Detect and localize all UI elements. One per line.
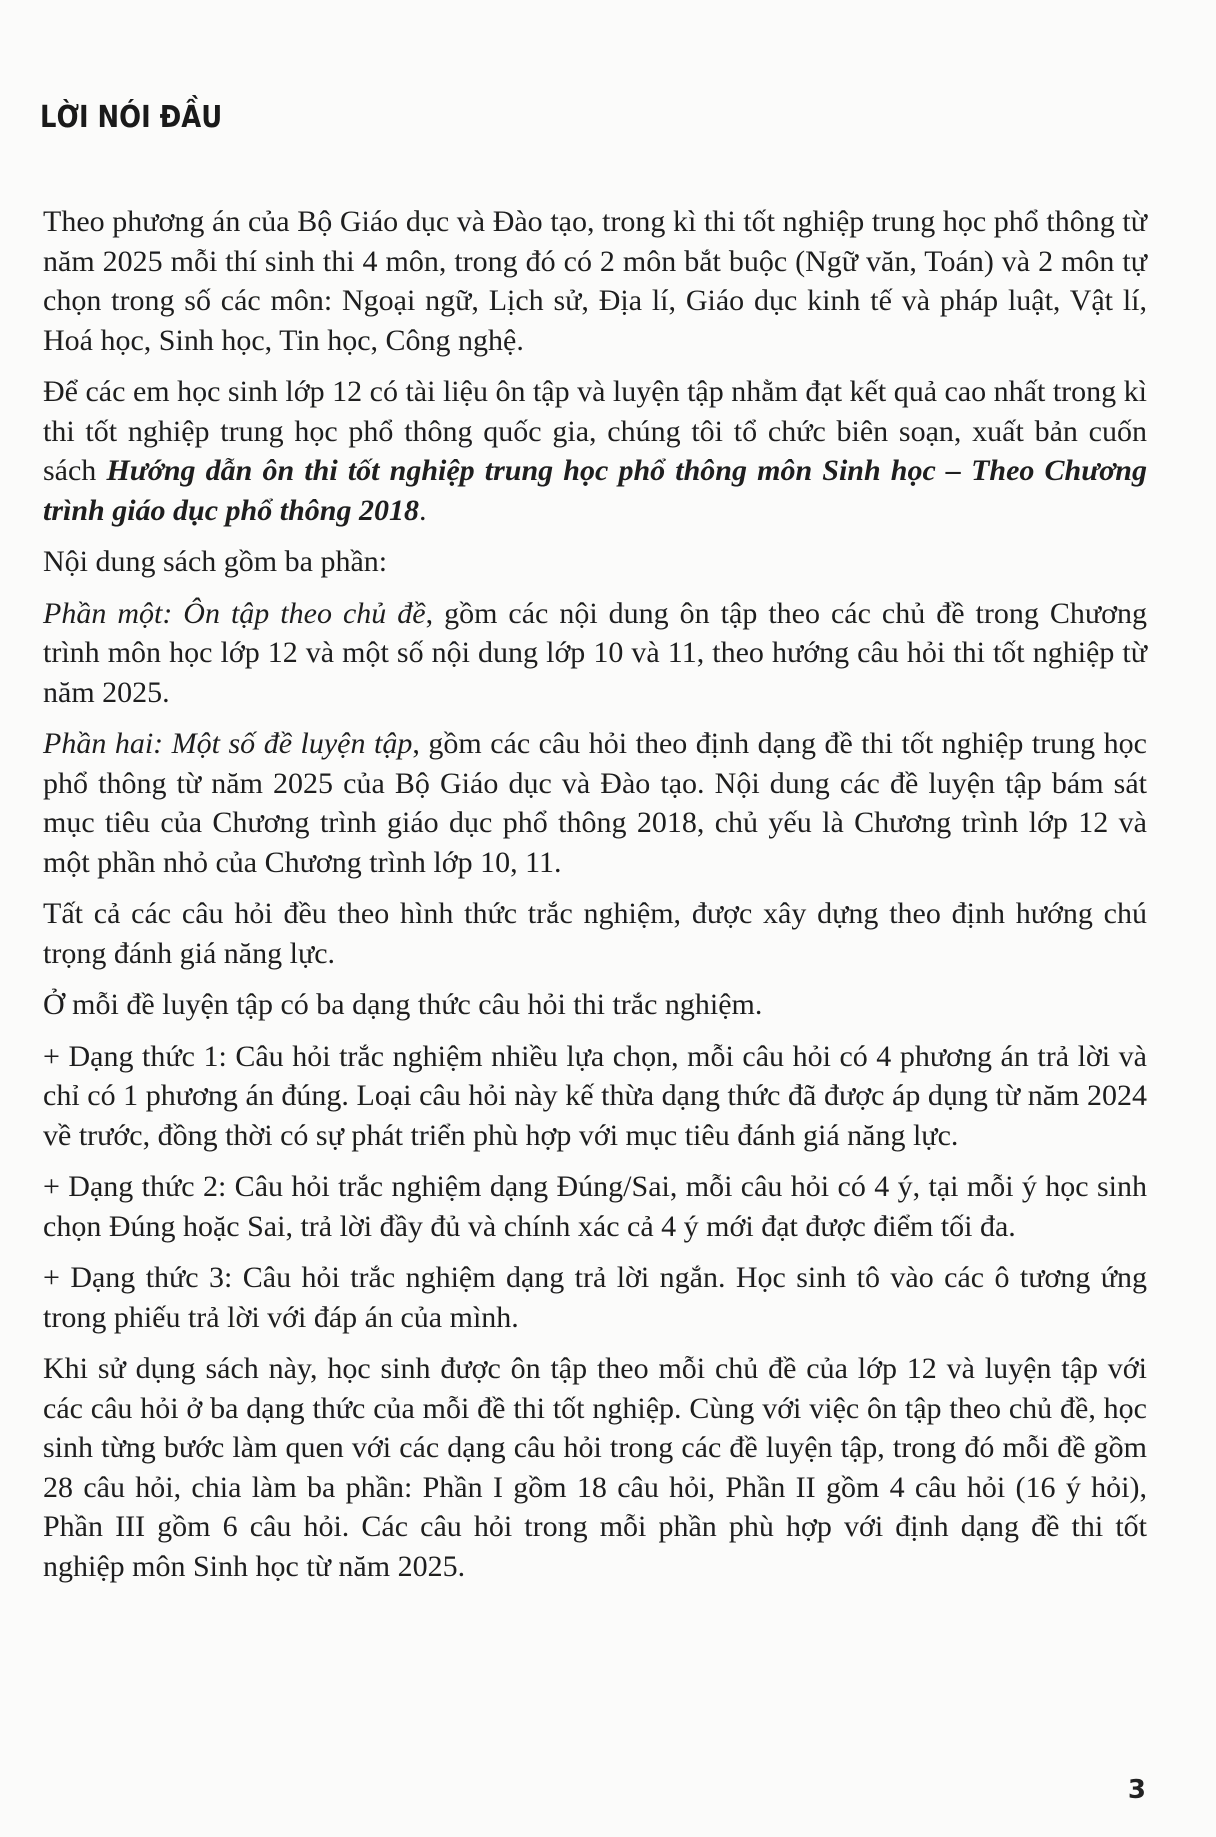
paragraph-text: , gồm các câu hỏi theo định dạng đề thi tốt nghiệp trung học phổ thông từ năm 2025 của Bộ Giáo dục và Đào tạo. Nội dung các đề luyện tập bám sát mục tiêu của Chương trình giáo dục phổ thông 2018, chủ yếu là Chương trình lớp 12 và một phần nhỏ của Chương trình lớp 10, 11. bbox=[43, 727, 1147, 879]
paragraph-part-two bbox=[43, 724, 1147, 882]
part-label: Phần hai: Một số đề luyện tập bbox=[43, 727, 413, 760]
paragraph-part-one bbox=[43, 594, 1147, 713]
paragraph-contents-intro: Nội dung sách gồm ba phần: bbox=[43, 545, 388, 578]
preface-body bbox=[43, 202, 1147, 1598]
paragraph-text: . bbox=[418, 493, 427, 527]
paragraph-type-1: + Dạng thức 1: Câu hỏi trắc nghiệm nhiều lựa chọn, mỗi câu hỏi có 4 phương án trả lời và chỉ có 1 phương án đúng. Loại câu hỏi này kế thừa dạng thức đã được áp dụng từ năm 2024 về trước, đồng thời có sự phát triển phù hợp với mục tiêu đánh giá năng lực. bbox=[43, 1039, 1147, 1152]
paragraph-exam-plan: Theo phương án của Bộ Giáo dục và Đào tạo, trong kì thi tốt nghiệp trung học phổ thông từ năm 2025 mỗi thí sinh thi 4 môn, trong đó có 2 môn bắt buộc (Ngữ văn, Toán) và 2 môn tự chọn trong số các môn: Ngoại ngữ, Lịch sử, Địa lí, Giáo dục kinh tế và pháp luật, Vật lí, Hoá học, Sinh học, Tin học, Công nghệ. bbox=[43, 205, 1147, 357]
page-number: 3 bbox=[1127, 1775, 1146, 1805]
paragraph-type-2: + Dạng thức 2: Câu hỏi trắc nghiệm dạng Đúng/Sai, mỗi câu hỏi có 4 ý, tại mỗi ý học sinh chọn Đúng hoặc Sai, trả lời đầy đủ và chính xác cả 4 ý mới đạt được điểm tối đa. bbox=[43, 1170, 1147, 1243]
paragraph-text: Để các em học sinh lớp 12 có tài liệu ôn tập và luyện tập nhằm đạt kết quả cao nhất trong kì thi tốt nghiệp trung học phổ thông quốc gia, chúng tôi tổ chức biên soạn, xuất bản cuốn sách bbox=[43, 375, 1147, 487]
paragraph-book-purpose bbox=[43, 372, 1147, 530]
paragraph-type-3: + Dạng thức 3: Câu hỏi trắc nghiệm dạng trả lời ngắn. Học sinh tô vào các ô tương ứng trong phiếu trả lời với đáp án của mình. bbox=[43, 1261, 1147, 1334]
paragraph-question-format: Tất cả các câu hỏi đều theo hình thức trắc nghiệm, được xây dựng theo định hướng chú trọng đánh giá năng lực. bbox=[43, 897, 1147, 970]
paragraph-question-types: Ở mỗi đề luyện tập có ba dạng thức câu hỏi thi trắc nghiệm. bbox=[43, 988, 763, 1021]
page-title: LỜI NÓI ĐẦU bbox=[40, 100, 223, 135]
paragraph-usage: Khi sử dụng sách này, học sinh được ôn tập theo mỗi chủ đề của lớp 12 và luyện tập với các câu hỏi ở ba dạng thức của mỗi đề thi tốt nghiệp. Cùng với việc ôn tập theo chủ đề, học sinh từng bước làm quen với các dạng câu hỏi trong các đề luyện tập, trong đó mỗi đề gồm 28 câu hỏi, chia làm ba phần: Phần I gồm 18 câu hỏi, Phần II gồm 4 câu hỏi (16 ý hỏi), Phần III gồm 6 câu hỏi. Các câu hỏi trong mỗi phần phù hợp với định dạng đề thi tốt nghiệp môn Sinh học từ năm 2025. bbox=[43, 1352, 1147, 1583]
book-title: Hướng dẫn ôn thi tốt nghiệp trung học phổ thông môn Sinh học – Theo Chương trình giáo dục phổ thông 2018 bbox=[43, 454, 1147, 527]
part-label: Phần một: Ôn tập theo chủ đề bbox=[43, 596, 426, 630]
paragraph-text: , gồm các nội dung ôn tập theo các chủ đề trong Chương trình môn học lớp 12 và một số nội dung lớp 10 và 11, theo hướng câu hỏi thi tốt nghiệp từ năm 2025. bbox=[43, 596, 1147, 709]
